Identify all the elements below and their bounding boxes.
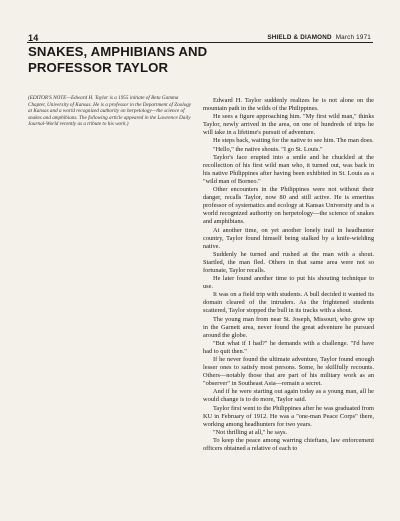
body-paragraph: "Hello," the native shouts. "I go St. Louis."	[213, 145, 323, 153]
body-paragraph: The young man from near St. Joseph, Missouri, who grew up in the Garnett area, never found the great adventure he pursued around the globe.	[203, 315, 374, 339]
body-paragraph: To keep the peace among warring chieftans, law enforcement officers obtained a relative of each to	[203, 436, 374, 453]
body-paragraph: At another time, on yet another lonely trail in headhunter country, Taylor found himself being stalked by a knife-wielding native.	[203, 226, 374, 250]
page-number: 14	[28, 33, 39, 43]
body-paragraph: He sees a figure approaching him. "My first wild man," thinks Taylor, newly arrived in the area, on one of hundreds of trips he will take in a lifetime's pursuit of adventure.	[203, 113, 374, 137]
body-paragraph: Other encounters in the Philippines were not without their danger, recalls Taylor, now 80 and still active. He is emeritus professor of systematics and ecology at Kansas University and is a world recognized authority on herpetology—the science of snakes and amphibians.	[203, 186, 374, 226]
body-paragraph: Edward H. Taylor suddenly realizes he is not alone on the mountain path in the wilds of the Philippines.	[203, 97, 374, 113]
body-paragraph: It was on a field trip with students. A bull decided it wanted its domain cleared of the intruders. As the frightened students scattered, Taylor stopped the bull in its tracks with a shout.	[203, 291, 374, 315]
body-paragraph: If he never found the ultimate adventure, Taylor found enough lesser ones to satisfy most persons. Some, he skillfully recounts. Others—notably those that are part of his military work as an "observer" in Southeast Asia—remain a secret.	[203, 356, 374, 388]
body-paragraph: He steps back, waiting for the native to see him. The man does.	[213, 137, 374, 145]
body-paragraph: And if he were starting out again today as a young man, all he would change is to do more, Taylor said.	[203, 388, 374, 404]
article-title: SNAKES, AMPHIBIANS AND PROFESSOR TAYLOR	[28, 44, 208, 75]
body-paragraph: "Not thrilling at all," he says.	[213, 428, 288, 436]
body-paragraph: "But what if I had?" he demands with a challenge. "I'd have had to quit then."	[203, 339, 374, 355]
body-paragraph: Suddenly he turned and rushed at the man with a shout. Startled, the man fled. Others in that same area were not so fortunate, Taylor recalls.	[203, 250, 374, 274]
body-paragraph: He later found another time to put his shouting technique to use.	[203, 275, 374, 291]
header-rule	[27, 42, 373, 43]
editors-note: (EDITOR'S NOTE—Edward H. Taylor is a 1955 initiate of Beta Gamma Chapter, University of Kansas. He is a professor in the Department of Zoology at Kansas and a world recognized authority on herpetology—the science of snakes and amphibians. The following article appeared in the Lawrence Daily Journal-World recently as a tribute to his work.)	[28, 95, 192, 128]
body-paragraph: Taylor's face erupted into a smile and he chuckled at the recollection of his first wild man who, it turned out, was back in his native Philippines after having been exhibited in St. Louis as a "wild man of Borneo."	[203, 153, 374, 185]
issue-date: March 1971	[335, 34, 371, 41]
publication-name: SHIELD & DIAMOND	[267, 34, 332, 41]
running-header	[267, 34, 371, 41]
article-body	[203, 97, 374, 517]
body-paragraph: Taylor first went to the Philippines after he was graduated from KU in February of 1912. He was a "one-man Peace Corps" there, working among headhunters for two years.	[203, 404, 374, 428]
